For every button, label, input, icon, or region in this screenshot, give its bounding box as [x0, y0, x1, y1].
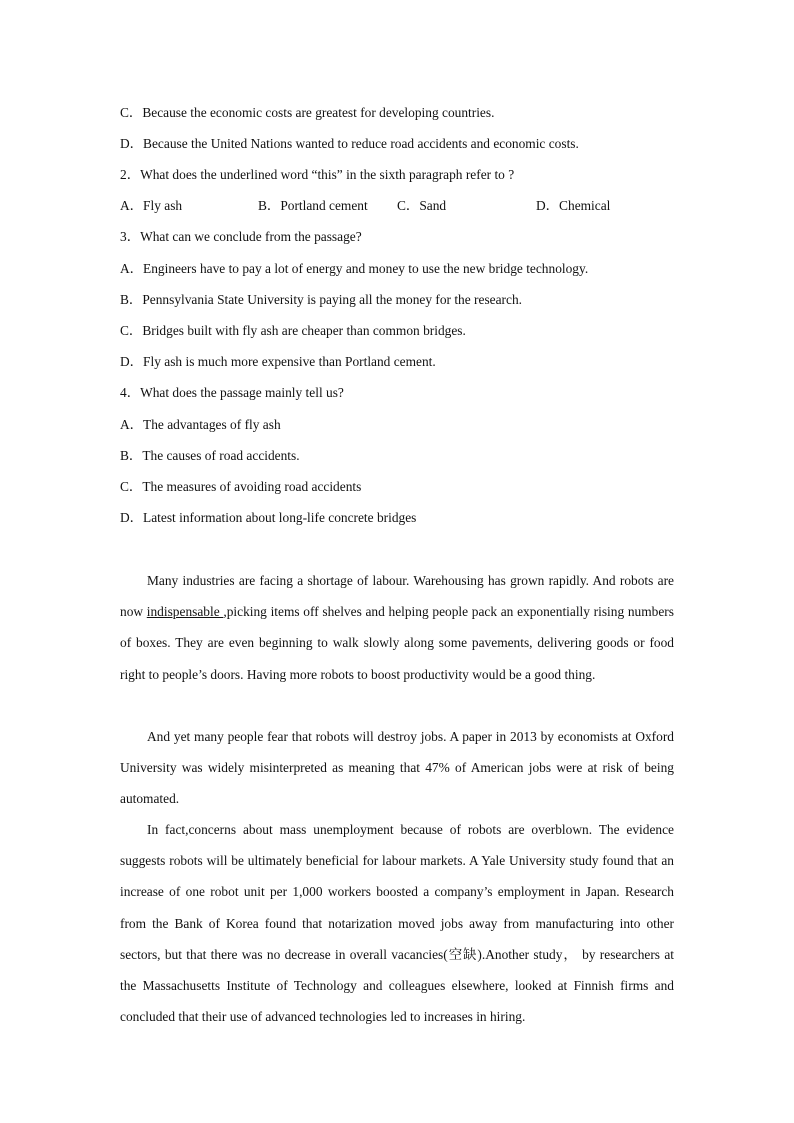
q3-option-a: A．Engineers have to pay a lot of energy and money to use the new bridge technology.: [120, 261, 589, 276]
paragraph-1-text-start: Many industries are facing a shortage of labour. Warehousing has grown rapidly. And robots are now: [120, 573, 674, 620]
underlined-word: indispensable: [146, 604, 224, 620]
q2-option-a: A．Fly ash: [120, 198, 183, 213]
q4-stem: 4．What does the passage mainly tell us?: [120, 385, 344, 400]
q3-option-c: C．Bridges built with fly ash are cheaper than common bridges.: [120, 323, 466, 338]
q3-stem: 3．What can we conclude from the passage?: [120, 229, 362, 244]
q2-option-c: C．Sand: [397, 198, 447, 213]
q4-option-d: D．Latest information about long-life concrete bridges: [120, 510, 417, 525]
q2-option-d: D．Chemical: [536, 198, 611, 213]
paragraph-1-text-end: ,picking items off shelves and helping people pack an exponentially rising numbers of boxes. They are even beginning to walk slowly along some pavements, delivering goods or food right to people’s doors. Having more robots to boost productivity would be a good thing.: [120, 604, 674, 682]
q2-stem: 2．What does the underlined word “this” in the sixth paragraph refer to ?: [120, 167, 515, 182]
q4-option-c: C．The measures of avoiding road accidents: [120, 479, 362, 494]
q4-option-a: A．The advantages of fly ash: [120, 417, 281, 432]
q2-option-b: B．Portland cement: [258, 198, 368, 213]
q1-option-d: D．Because the United Nations wanted to reduce road accidents and economic costs.: [120, 136, 579, 151]
q3-option-b: B．Pennsylvania State University is paying all the money for the research.: [120, 292, 522, 307]
passage-paragraph-2: [120, 721, 674, 815]
paragraph-2-text: And yet many people fear that robots will destroy jobs. A paper in 2013 by economists at Oxford University was widely misinterpreted as meaning that 47% of American jobs were at risk of being automated.: [120, 729, 674, 807]
passage-paragraph-1: [120, 565, 674, 690]
q3-option-d: D．Fly ash is much more expensive than Portland cement.: [120, 354, 436, 369]
passage-paragraph-3: [120, 814, 674, 1032]
q1-option-c: C．Because the economic costs are greatest for developing countries.: [120, 105, 495, 120]
q4-option-b: B．The causes of road accidents.: [120, 448, 300, 463]
paragraph-3-text: In fact,concerns about mass unemployment because of robots are overblown. The evidence suggests robots will be ultimately beneficial for labour markets. A Yale University study found that an increase of one robot unit per 1,000 workers boosted a company’s employment in Japan. Research from the Bank of Korea found that notarization moved jobs away from manufacturing into other sectors, but that there was no decrease in overall vacancies(空缺).Another study， by researchers at the Massachusetts Institute of Technology and colleagues elsewhere, looked at Finnish firms and concluded that their use of advanced technologies led to increases in hiring.: [120, 822, 674, 1025]
